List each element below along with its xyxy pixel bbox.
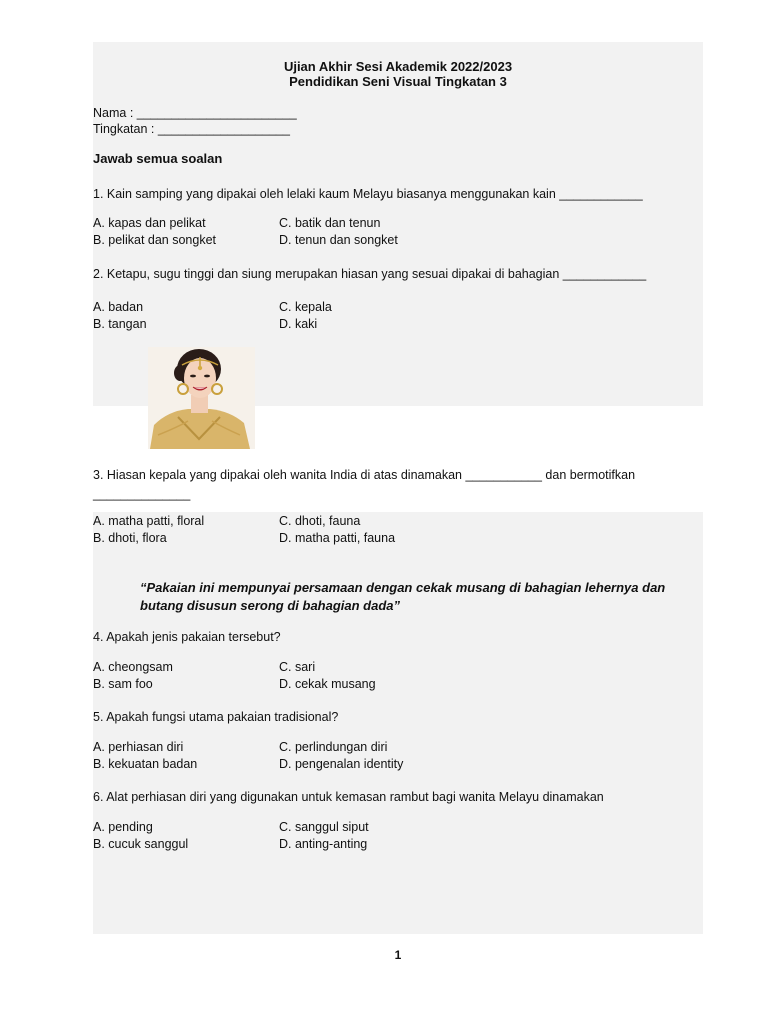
q1-option-a: A. kapas dan pelikat: [93, 216, 206, 230]
q5-option-b: B. kekuatan badan: [93, 757, 198, 771]
quote-line-1: “Pakaian ini mempunyai persamaan dengan cekak musang di bahagian lehernya dan: [140, 580, 666, 595]
q6-option-d: D. anting-anting: [279, 837, 368, 851]
exam-subject: Pendidikan Seni Visual Tingkatan 3: [289, 74, 507, 89]
q4-option-b: B. sam foo: [93, 677, 153, 691]
q1-option-b: B. pelikat dan songket: [93, 233, 216, 247]
q1-option-c: C. batik dan tenun: [279, 216, 381, 230]
q2-option-b: B. tangan: [93, 317, 147, 331]
page-number: 1: [394, 948, 402, 962]
q3-option-b: B. dhoti, flora: [93, 531, 167, 545]
q4-option-c: C. sari: [279, 660, 316, 674]
question-1: 1. Kain samping yang dipakai oleh lelaki kaum Melayu biasanya menggunakan kain ____________: [93, 187, 643, 201]
q3-option-a: A. matha patti, floral: [93, 514, 205, 528]
q3-option-c: C. dhoti, fauna: [279, 514, 361, 528]
quote-line-2: butang disusun serong di bahagian dada”: [140, 598, 401, 613]
instruction: Jawab semua soalan: [93, 151, 223, 166]
q5-option-c: C. perlindungan diri: [279, 740, 388, 754]
q2-option-d: D. kaki: [279, 317, 318, 331]
dancer-photo: [148, 347, 255, 449]
question-5: 5. Apakah fungsi utama pakaian tradisional?: [93, 710, 339, 724]
q3-option-d: D. matha patti, fauna: [279, 531, 396, 545]
q4-option-a: A. cheongsam: [93, 660, 173, 674]
q6-option-c: C. sanggul siput: [279, 820, 369, 834]
question-3: 3. Hiasan kepala yang dipakai oleh wanita India di atas dinamakan ___________ dan bermotifkan: [93, 468, 636, 482]
dancer-illustration: [148, 347, 255, 449]
q5-option-d: D. pengenalan identity: [279, 757, 404, 771]
question-3-blank: ______________: [93, 487, 191, 501]
q5-option-a: A. perhiasan diri: [93, 740, 184, 754]
question-6: 6. Alat perhiasan diri yang digunakan untuk kemasan rambut bagi wanita Melayu dinamakan: [93, 790, 604, 804]
name-field: Nama : _______________________: [93, 106, 297, 120]
q1-option-d: D. tenun dan songket: [279, 233, 398, 247]
question-2: 2. Ketapu, sugu tinggi dan siung merupakan hiasan yang sesuai dipakai di bahagian ____________: [93, 267, 647, 281]
form-field: Tingkatan : ___________________: [93, 122, 290, 136]
q6-option-b: B. cucuk sanggul: [93, 837, 189, 851]
q6-option-a: A. pending: [93, 820, 153, 834]
q2-option-c: C. kepala: [279, 300, 332, 314]
q4-option-d: D. cekak musang: [279, 677, 376, 691]
q2-option-a: A. badan: [93, 300, 144, 314]
question-4: 4. Apakah jenis pakaian tersebut?: [93, 630, 281, 644]
exam-title: Ujian Akhir Sesi Akademik 2022/2023: [283, 59, 513, 74]
